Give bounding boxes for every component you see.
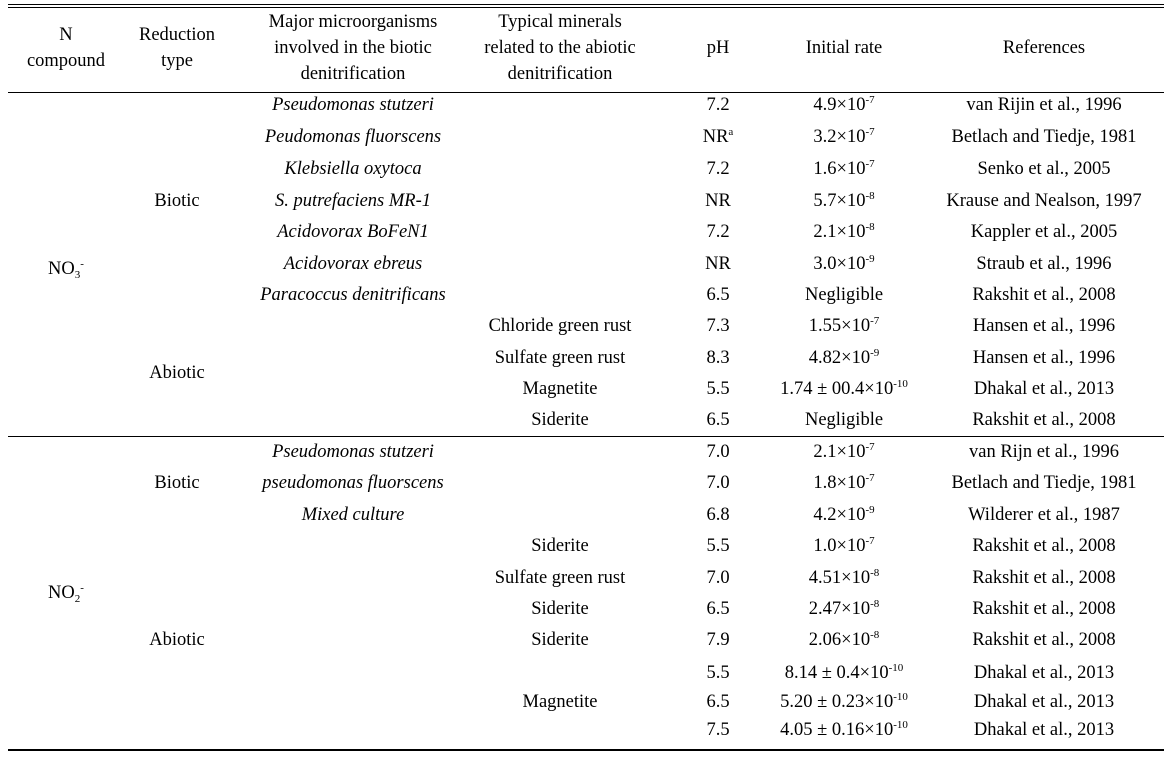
rate-value: 2.1×10 xyxy=(813,442,866,462)
rate-value: 4.82×10 xyxy=(808,348,871,368)
rate-value: 1.0×10 xyxy=(813,536,866,556)
header-bottom-rule xyxy=(8,92,1164,93)
initial-rate-cell xyxy=(813,126,874,148)
initial-rate-cell xyxy=(780,378,908,400)
initial-rate-cell xyxy=(813,221,874,243)
initial-rate-cell xyxy=(809,347,879,369)
rate-exponent: -7 xyxy=(865,535,875,547)
rate-exponent: -9 xyxy=(870,347,880,359)
initial-rate-cell xyxy=(813,472,874,494)
ph-value: 6.5 xyxy=(706,692,730,712)
microorganism-cell: Pseudomonas stutzeri xyxy=(272,442,434,462)
reference-cell: Rakshit et al., 2008 xyxy=(972,568,1116,588)
ph-cell xyxy=(705,253,731,275)
rate-exponent: -7 xyxy=(865,158,875,170)
reference-cell: Dhakal et al., 2013 xyxy=(973,692,1115,712)
rate-value: Negligible xyxy=(804,410,884,430)
reduction-type-abiotic-no2: Abiotic xyxy=(149,630,205,650)
reference-cell: Rakshit et al., 2008 xyxy=(972,285,1116,305)
initial-rate-cell xyxy=(813,504,874,526)
mineral-cell: Siderite xyxy=(531,630,589,650)
header-reduction-type: Reduction type xyxy=(138,25,216,71)
ph-value: 6.8 xyxy=(706,505,730,525)
mineral-cell: Siderite xyxy=(531,599,589,619)
rate-exponent: -8 xyxy=(870,629,880,641)
ph-cell xyxy=(706,662,729,684)
reference-cell: Betlach and Tiedje, 1981 xyxy=(951,127,1137,147)
initial-rate-cell xyxy=(813,94,874,116)
reference-cell: Dhakal et al., 2013 xyxy=(973,663,1115,683)
ph-value: 7.2 xyxy=(706,159,730,179)
ph-cell xyxy=(706,409,729,431)
microorganism-cell: Acidovorax BoFeN1 xyxy=(277,222,429,242)
microorganism-cell: Peudomonas fluorscens xyxy=(264,127,442,147)
rate-exponent: -8 xyxy=(870,567,880,579)
ph-value: 6.5 xyxy=(706,599,730,619)
initial-rate-cell xyxy=(785,662,904,684)
ph-cell xyxy=(706,504,729,526)
ph-value: NR xyxy=(702,127,729,147)
ph-cell xyxy=(703,126,734,148)
header-ph: pH xyxy=(706,38,730,58)
reduction-type-biotic-no3: Biotic xyxy=(154,191,200,211)
initial-rate-cell xyxy=(813,535,874,557)
mineral-cell: Siderite xyxy=(531,410,589,430)
header-minerals: Typical minerals related to the abiotic denitrification xyxy=(484,12,636,84)
rate-exponent: -8 xyxy=(870,598,880,610)
rate-exponent: -10 xyxy=(888,662,904,674)
ph-cell xyxy=(705,190,731,212)
initial-rate-cell xyxy=(805,409,883,431)
microorganism-cell: pseudomonas fluorscens xyxy=(262,473,444,493)
ph-value: 7.9 xyxy=(706,630,730,650)
rate-value: 4.2×10 xyxy=(813,505,866,525)
group-divider-rule xyxy=(8,436,1164,437)
microorganism-cell: Acidovorax ebreus xyxy=(283,254,423,274)
rate-value: 4.05 ± 0.16×10 xyxy=(780,720,894,740)
rate-exponent: -8 xyxy=(865,221,875,233)
rate-exponent: -9 xyxy=(865,253,875,265)
ph-cell xyxy=(706,472,729,494)
rate-exponent: -7 xyxy=(865,94,875,106)
reference-cell: Hansen et al., 1996 xyxy=(972,348,1116,368)
ph-value: 5.5 xyxy=(706,536,730,556)
ph-value: 5.5 xyxy=(706,663,730,683)
ph-cell xyxy=(706,719,729,741)
rate-value: 1.8×10 xyxy=(813,473,866,493)
ph-value: NR xyxy=(705,191,731,211)
header-initial-rate: Initial rate xyxy=(805,38,883,58)
ph-value: 6.5 xyxy=(706,285,730,305)
rate-value: 5.20 ± 0.23×10 xyxy=(780,692,894,712)
compound-no3: $NO_3^-$ xyxy=(48,258,84,281)
microorganism-cell: S. putrefaciens MR-1 xyxy=(274,191,432,211)
ph-value: 7.2 xyxy=(706,95,730,115)
header-references: References xyxy=(1002,38,1086,58)
mineral-cell: Siderite xyxy=(531,536,589,556)
rate-value: 2.06×10 xyxy=(808,630,871,650)
reference-cell: Rakshit et al., 2008 xyxy=(972,630,1116,650)
rate-exponent: -7 xyxy=(865,472,875,484)
initial-rate-cell xyxy=(780,719,908,741)
initial-rate-cell xyxy=(809,315,879,337)
reduction-type-abiotic-no3: Abiotic xyxy=(149,363,205,383)
reference-cell: Rakshit et al., 2008 xyxy=(972,599,1116,619)
reference-cell: Krause and Nealson, 1997 xyxy=(946,191,1142,211)
rate-value: 3.2×10 xyxy=(813,127,866,147)
mineral-cell: Sulfate green rust xyxy=(494,348,626,368)
header-microorganisms: Major microorganisms involved in the biotic denitrification xyxy=(268,12,438,84)
rate-exponent: -10 xyxy=(893,691,908,703)
initial-rate-cell xyxy=(780,691,908,713)
initial-rate-cell xyxy=(809,567,879,589)
rate-exponent: -8 xyxy=(865,190,875,202)
reference-cell: Rakshit et al., 2008 xyxy=(972,410,1116,430)
ph-value: 7.3 xyxy=(706,316,730,336)
compound-no2: $NO_2^-$ xyxy=(48,582,84,605)
rate-value: 2.1×10 xyxy=(813,222,866,242)
ph-cell xyxy=(706,535,729,557)
top-double-rule-upper xyxy=(8,4,1164,5)
initial-rate-cell xyxy=(813,190,874,212)
ph-value: 7.0 xyxy=(706,442,730,462)
reference-cell: van Rijin et al., 1996 xyxy=(966,95,1122,115)
rate-value: 2.47×10 xyxy=(808,599,871,619)
ph-value: NR xyxy=(705,254,731,274)
reference-cell: Senko et al., 2005 xyxy=(977,159,1111,179)
reference-cell: van Rijn et al., 1996 xyxy=(968,442,1120,462)
ph-value: 5.5 xyxy=(706,379,730,399)
bottom-rule xyxy=(8,749,1164,751)
rate-value: 1.55×10 xyxy=(808,316,871,336)
ph-cell xyxy=(706,315,729,337)
rate-value: 4.51×10 xyxy=(808,568,871,588)
reference-cell: Betlach and Tiedje, 1981 xyxy=(951,473,1137,493)
rate-exponent: -10 xyxy=(893,378,908,390)
reference-cell: Rakshit et al., 2008 xyxy=(972,536,1116,556)
reference-cell: Straub et al., 1996 xyxy=(976,254,1112,274)
ph-cell xyxy=(706,94,729,116)
ph-value: 7.0 xyxy=(706,568,730,588)
rate-exponent: -9 xyxy=(865,504,875,516)
rate-value: 5.7×10 xyxy=(813,191,866,211)
reference-cell: Dhakal et al., 2013 xyxy=(973,720,1115,740)
reference-cell: Wilderer et al., 1987 xyxy=(968,505,1120,525)
mineral-cell: Magnetite xyxy=(522,379,598,399)
ph-value: 7.2 xyxy=(706,222,730,242)
initial-rate-cell xyxy=(813,441,874,463)
ph-cell xyxy=(706,284,729,306)
initial-rate-cell xyxy=(805,284,883,306)
top-double-rule-lower xyxy=(8,7,1164,8)
mineral-cell: Chloride green rust xyxy=(488,316,632,336)
initial-rate-cell xyxy=(813,253,874,275)
microorganism-cell: Pseudomonas stutzeri xyxy=(272,95,434,115)
ph-cell xyxy=(706,441,729,463)
rate-value: Negligible xyxy=(804,285,884,305)
mineral-cell: Sulfate green rust xyxy=(494,568,626,588)
microorganism-cell: Paracoccus denitrificans xyxy=(260,285,446,305)
reference-cell: Kappler et al., 2005 xyxy=(970,222,1118,242)
rate-exponent: -7 xyxy=(870,315,880,327)
initial-rate-cell xyxy=(809,629,879,651)
rate-value: 1.74 ± 00.4×10 xyxy=(780,379,894,399)
ph-value: 7.5 xyxy=(706,720,730,740)
ph-value: 8.3 xyxy=(706,348,730,368)
mineral-cell: Magnetite xyxy=(522,692,598,712)
rate-value: 4.9×10 xyxy=(813,95,866,115)
microorganism-cell: Mixed culture xyxy=(301,505,405,525)
ph-cell xyxy=(706,629,729,651)
rate-value: 8.14 ± 0.4×10 xyxy=(784,663,889,683)
rate-exponent: -10 xyxy=(893,719,908,731)
initial-rate-cell xyxy=(809,598,879,620)
microorganism-cell: Klebsiella oxytoca xyxy=(284,159,422,179)
ph-cell xyxy=(706,347,729,369)
ph-value: 7.0 xyxy=(706,473,730,493)
footnote-marker: a xyxy=(728,126,734,138)
ph-cell xyxy=(706,378,729,400)
ph-cell xyxy=(706,158,729,180)
rate-exponent: -7 xyxy=(865,441,875,453)
rate-value: 1.6×10 xyxy=(813,159,866,179)
ph-cell xyxy=(706,221,729,243)
ph-cell xyxy=(706,598,729,620)
initial-rate-cell xyxy=(813,158,874,180)
header-n-compound: N compound xyxy=(26,25,106,71)
reference-cell: Hansen et al., 1996 xyxy=(972,316,1116,336)
ph-cell xyxy=(706,691,729,713)
reduction-type-biotic-no2: Biotic xyxy=(154,473,200,493)
ph-value: 6.5 xyxy=(706,410,730,430)
rate-value: 3.0×10 xyxy=(813,254,866,274)
rate-exponent: -7 xyxy=(865,126,875,138)
reference-cell: Dhakal et al., 2013 xyxy=(973,379,1115,399)
ph-cell xyxy=(706,567,729,589)
